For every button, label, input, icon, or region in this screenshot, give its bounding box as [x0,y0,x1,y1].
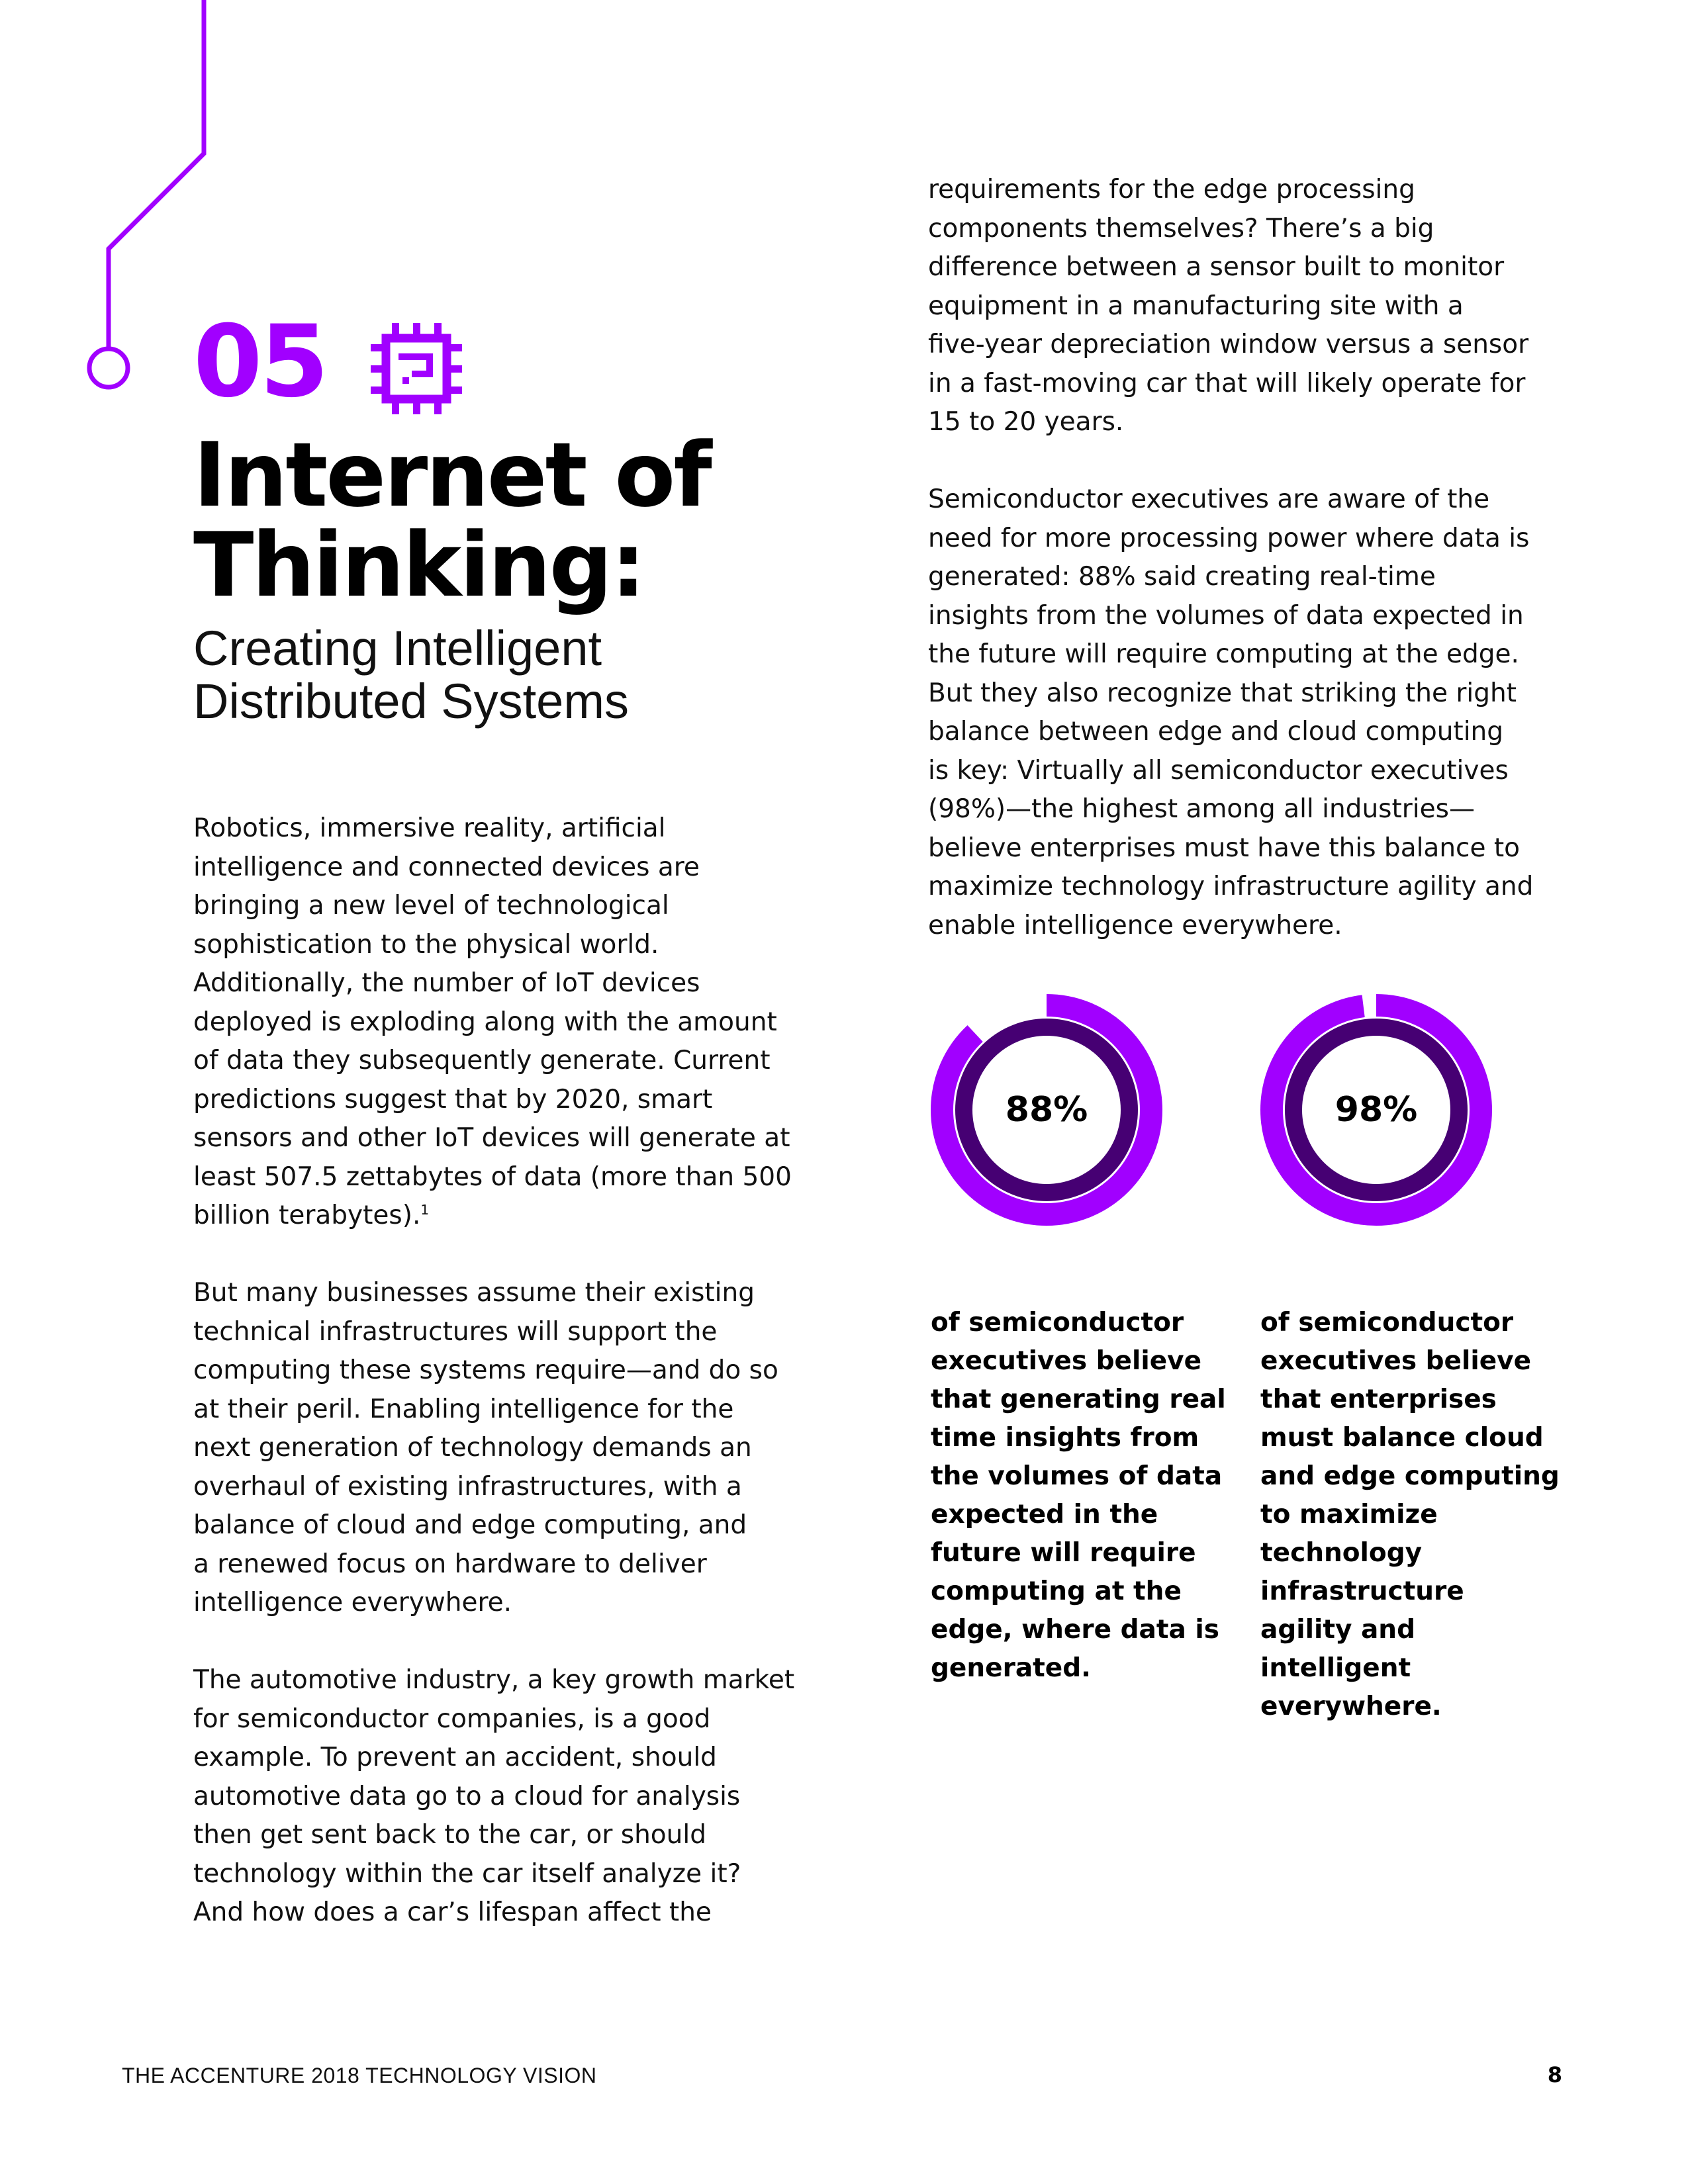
text-line: need for more processing power where data is [928,523,1530,553]
chip-icon [368,320,465,417]
text-line: intelligence and connected devices are [193,852,700,882]
text-line: 15 to 20 years. [928,407,1124,437]
text-line: balance between edge and cloud computing [928,717,1504,747]
text-line: But they also recognize that striking the right [928,678,1517,708]
text-line: equipment in a manufacturing site with a [928,291,1464,321]
text-line [193,1197,822,1236]
caption-line: to maximize [1260,1500,1438,1529]
caption-line: expected in the [931,1500,1158,1529]
paragraph [928,480,1590,945]
stat-value-88: 88% [1005,1090,1088,1130]
text-line: (98%)—the highest among all industries— [928,794,1475,824]
footnote-marker: 1 [420,1202,430,1218]
caption-line: computing at the [931,1576,1182,1606]
text-line: difference between a sensor built to monitor [928,252,1505,282]
paragraph [193,1661,822,1933]
text-line: technical infrastructures will support the [193,1316,718,1347]
stat-caption-88 [931,1304,1226,1688]
text-line: bringing a new level of technological [193,891,669,921]
text-line: the future will require computing at the edge. [928,639,1519,669]
text-line: automotive data go to a cloud for analysis [193,1781,741,1811]
caption-line: executives believe [1260,1346,1532,1376]
text-line: next generation of technology demands an [193,1433,752,1463]
caption-line: must balance cloud [1260,1423,1544,1453]
caption-line: technology [1260,1538,1423,1568]
text-line: then get sent back to the car, or should [193,1820,706,1850]
text-line-content: billion terabytes). [193,1201,421,1230]
text-line: for semiconductor companies, is a good [193,1704,711,1734]
text-line: Additionally, the number of IoT devices [193,968,700,998]
text-line: overhaul of existing infrastructures, with a [193,1471,742,1502]
text-line: balance of cloud and edge computing, and [193,1510,747,1540]
text-line: enable intelligence everywhere. [928,910,1342,940]
circuit-line-decoration [0,0,225,397]
caption-line: executives believe [931,1346,1202,1376]
text-line: in a fast-moving car that will likely operate for [928,368,1526,398]
text-line: The automotive industry, a key growth market [193,1665,795,1695]
text-line: maximize technology infrastructure agility and [928,872,1534,901]
paragraph [193,809,822,1236]
paragraph [928,171,1590,442]
text-line: requirements for the edge processing [928,175,1415,205]
left-column [193,809,822,1933]
title-line: Thinking: [193,514,645,617]
text-line: example. To prevent an accident, should [193,1743,717,1772]
caption-line: time insights from [931,1423,1199,1453]
caption-line: agility and [1260,1615,1415,1645]
caption-line: of semiconductor [931,1308,1184,1338]
caption-line: that enterprises [1260,1385,1497,1414]
text-line: Robotics, immersive reality, artificial [193,813,666,843]
text-line: predictions suggest that by 2020, smart [193,1084,713,1115]
text-line: a renewed focus on hardware to deliver [193,1549,707,1579]
stat-value-98: 98% [1335,1090,1418,1130]
text-line: of data they subsequently generate. Current [193,1046,771,1075]
stat-caption-98 [1260,1304,1560,1726]
title-line: Internet of [193,424,710,527]
text-line: believe enterprises must have this balance to [928,833,1521,863]
text-line: insights from the volumes of data expected in [928,600,1524,631]
caption-line: intelligent [1260,1653,1411,1683]
caption-line: generated. [931,1653,1091,1683]
text-line: But many businesses assume their existing [193,1278,755,1308]
text-line: sensors and other IoT devices will generate at [193,1123,790,1153]
section-number: 05 [193,304,326,420]
caption-line: everywhere. [1260,1692,1442,1721]
caption-line: future will require [931,1538,1196,1568]
section-subtitle [193,622,629,728]
text-line: components themselves? There’s a big [928,213,1434,244]
caption-line: infrastructure [1260,1576,1464,1606]
text-line: five-year depreciation window versus a sensor [928,330,1529,359]
caption-line: and edge computing [1260,1461,1560,1491]
text-line: sophistication to the physical world. [193,929,659,960]
text-line: And how does a car’s lifespan affect the [193,1897,712,1927]
subtitle-line: Distributed Systems [193,674,629,729]
text-line: deployed is exploding along with the amount [193,1007,777,1037]
text-line: least 507.5 zettabytes of data (more than 500 [193,1161,792,1192]
text-line: is key: Virtually all semiconductor executives [928,755,1509,786]
footer-publication: THE ACCENTURE 2018 TECHNOLOGY VISION [122,2064,597,2087]
caption-line: the volumes of data [931,1461,1223,1491]
text-line: intelligence everywhere. [193,1588,512,1617]
caption-line: of semiconductor [1260,1308,1514,1338]
page-number: 8 [1547,2062,1562,2087]
caption-line: that generating real [931,1385,1226,1414]
text-line: computing these systems require—and do so [193,1355,778,1385]
subtitle-line: Creating Intelligent [193,621,602,676]
text-line: at their peril. Enabling intelligence for the [193,1394,734,1424]
section-title [193,424,710,617]
text-line: generated: 88% said creating real-time [928,562,1436,592]
text-line: technology within the car itself analyze it? [193,1858,741,1889]
text-line: Semiconductor executives are aware of the [928,484,1490,514]
caption-line: edge, where data is [931,1615,1219,1645]
right-column [928,171,1590,945]
paragraph [193,1274,822,1623]
